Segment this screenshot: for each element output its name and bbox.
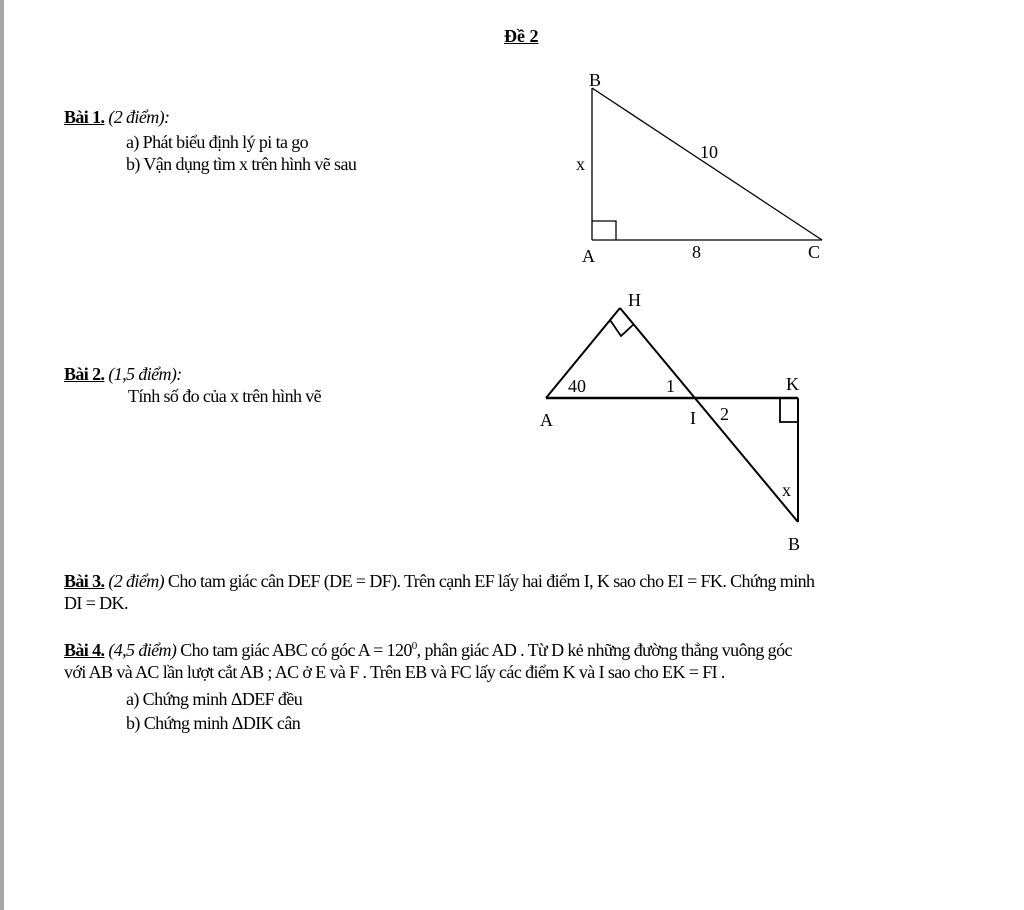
label-i: I [690,408,696,428]
label-b: B [589,70,602,90]
page-title: Đề 2 [504,26,539,46]
bai2-figure [524,282,824,557]
bai1-part-b: b) Vận dụng tìm x trên hình vẽ sau [126,154,357,174]
bai3-text-2: DI = DK. [64,593,128,613]
bai3-text-1: Cho tam giác cân DEF (DE = DF). Trên cạnh EF lấy hai điểm I, K sao cho EI = FK. Chứng minh [167,571,815,591]
bai4-text-1-post: , phân giác AD . Từ D kẻ những đường thẳng vuông góc [416,640,792,660]
bai1-points: (2 điểm): [108,107,170,127]
label-angle-40: 40 [568,376,586,396]
label-angle-1: 1 [666,376,675,396]
label-k: K [786,374,799,394]
label-base: 8 [692,242,701,262]
label-hyp: 10 [700,142,718,162]
right-angle-mark-k [780,398,798,422]
bai2-points: (1,5 điểm): [108,364,182,384]
label-x: x [576,154,585,174]
bai1-part-a: a) Phát biểu định lý pi ta go [126,132,309,152]
label-h: H [628,290,641,310]
label-a: A [540,410,553,430]
label-x: x [782,480,791,500]
bai4-part-a: a) Chứng minh ΔDEF đều [126,689,303,709]
bai4-part-b: b) Chứng minh ΔDIK cân [126,713,301,733]
bai3-heading: Bài 3. [64,571,105,591]
label-a: A [582,246,595,266]
bai1-heading-line [64,106,169,128]
bai3-points: (2 điểm) [108,571,165,591]
bai4-points: (4,5 điểm) [108,640,177,660]
bai1-triangle-figure [564,64,844,274]
bai1-heading: Bài 1. [64,107,105,127]
side-bc [592,88,822,240]
right-angle-mark-h [610,320,634,336]
bai4-text-2: với AB và AC lần lượt cắt AB ; AC ở E và F . Trên EB và FC lấy các điểm K và I sao cho EK = FI . [64,662,725,682]
bai2-text: Tính số đo của x trên hình vẽ [128,386,322,406]
right-angle-mark [592,221,616,240]
bai4-line-1 [64,639,792,661]
segment-hb [620,308,798,522]
label-angle-2: 2 [720,404,729,424]
document-page [4,0,1024,910]
bai2-heading-line [64,363,182,385]
bai3-line-1 [64,570,814,592]
label-c: C [808,242,821,262]
label-b: B [788,534,801,554]
bai2-heading: Bài 2. [64,364,105,384]
bai4-heading: Bài 4. [64,640,105,660]
bai4-text-1-pre: Cho tam giác ABC có góc A = 120 [180,640,412,660]
degree-superscript: 0 [411,640,417,652]
